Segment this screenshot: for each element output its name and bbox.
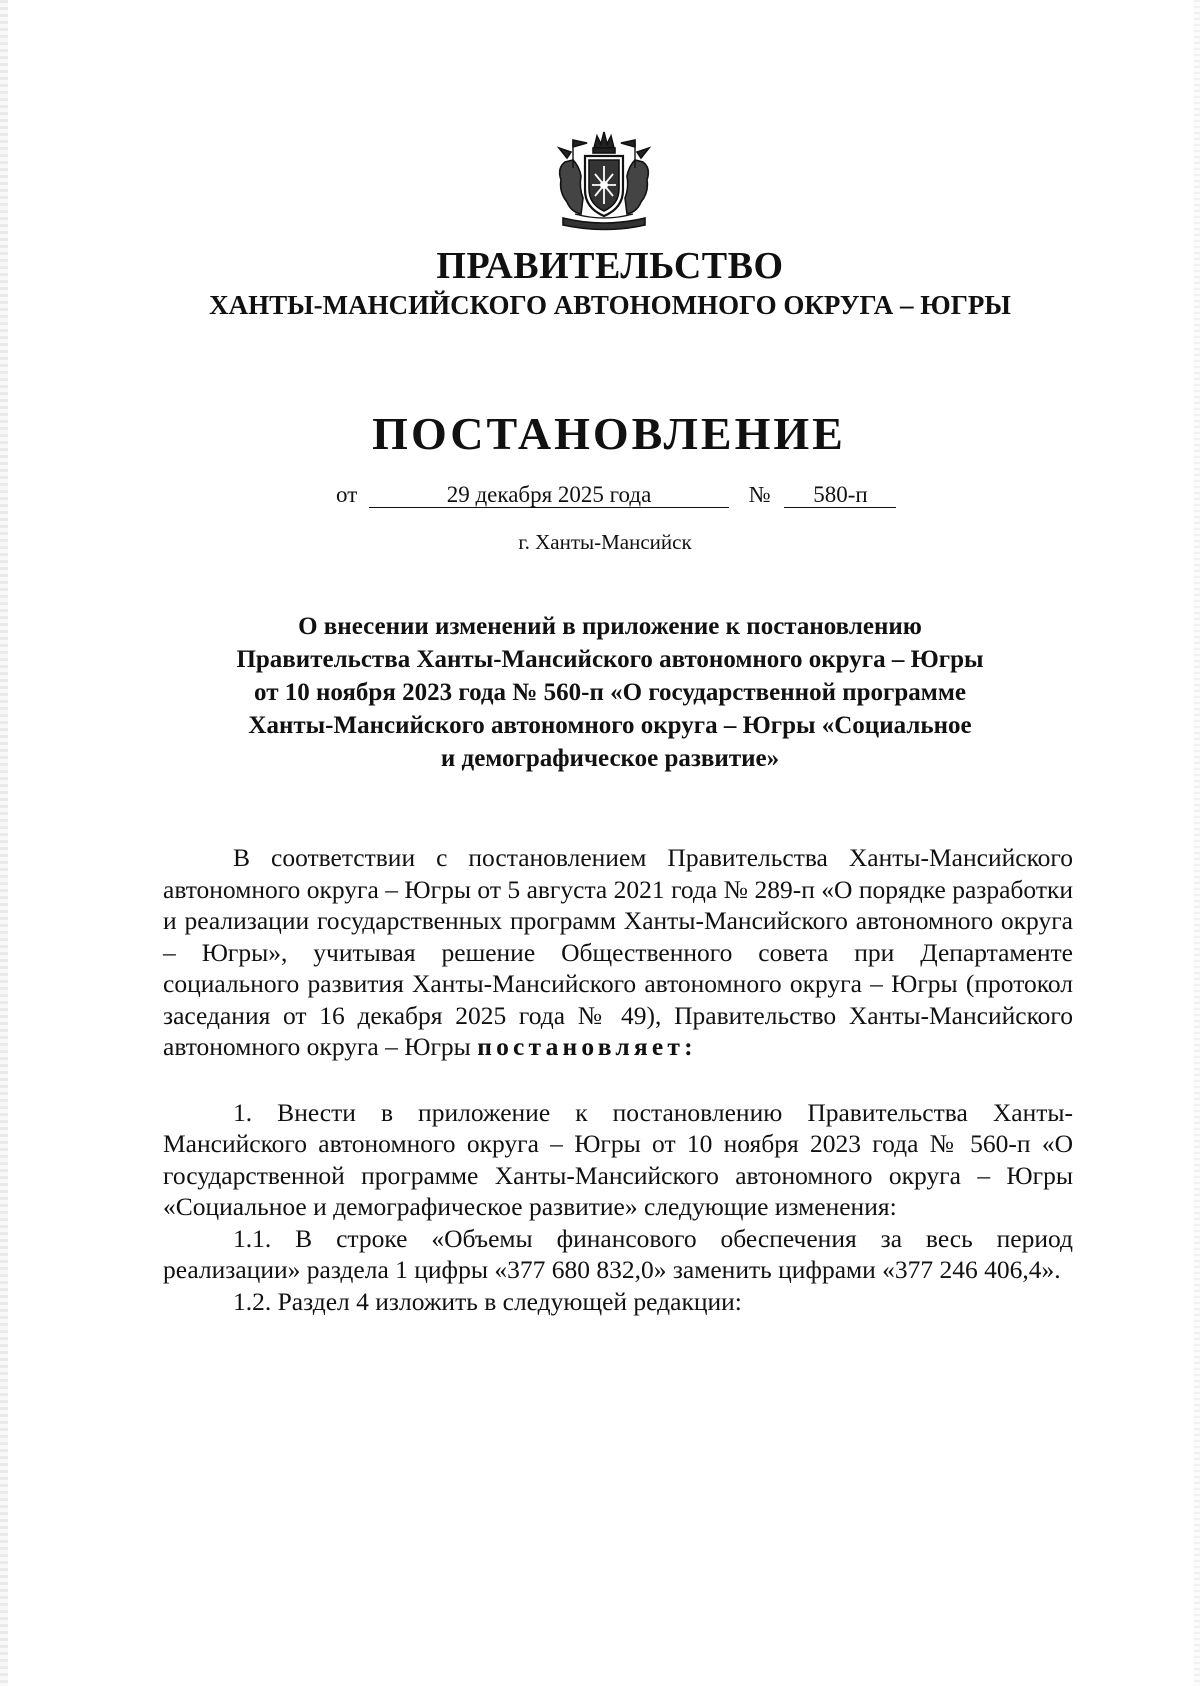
- subject-line: Ханты-Мансийского автономного округа – Югры «Социальное: [248, 712, 972, 739]
- paragraph-gap: [163, 1063, 1073, 1097]
- subject-line: от 10 ноября 2023 года № 560-п «О государственной программе: [254, 679, 966, 706]
- subject-line: О внесении изменений в приложение к постановлению: [298, 613, 922, 640]
- date-number-line: [336, 482, 896, 508]
- coat-of-arms-icon: [545, 128, 663, 232]
- preamble-text: В соответствии с постановлением Правительства Ханты-Мансийского автономного округа – Югры от 5 августа 2021 года № 289-п «О порядке разработки и реализации государственных программ Ханты-Мансийского автономного округа – Югры», учитывая решение Общественного совета при Департаменте социального развития Ханты-Мансийского автономного округа – Югры (протокол заседания от 16 декабря 2025 года № 49), Правительство Ханты-Мансийского автономного округа – Югры: [163, 843, 1073, 1061]
- document-subject: [150, 610, 1070, 775]
- list-item: 1. Внести в приложение к постановлению Правительства Ханты-Мансийского автономного округа – Югры от 10 ноября 2023 года № 560-п «О государственной программе Ханты-Мансийского автономного округа – Югры «Социальное и демографическое развитие» следующие изменения:: [163, 1097, 1073, 1221]
- resolves-word: постановляет:: [477, 1032, 697, 1061]
- document-date: 29 декабря 2025 года: [369, 483, 729, 508]
- number-prefix: №: [748, 482, 771, 507]
- date-prefix: от: [336, 482, 358, 507]
- government-title: ПРАВИТЕЛЬСТВО: [436, 245, 784, 287]
- region-title: ХАНТЫ-МАНСИЙСКОГО АВТОНОМНОГО ОКРУГА – ЮГРЫ: [209, 290, 1011, 320]
- subject-line: и демографическое развитие»: [440, 745, 780, 772]
- preamble-paragraph: [163, 842, 1073, 1063]
- document-type: ПОСТАНОВЛЕНИЕ: [372, 408, 846, 459]
- list-item: 1.1. В строке «Объемы финансового обеспечения за весь период реализации» раздела 1 цифры «377 680 832,0» заменить цифрами «377 246 406,4».: [163, 1223, 1073, 1284]
- subject-line: Правительства Ханты-Мансийского автономного округа – Югры: [236, 646, 984, 673]
- document-number: 580-п: [784, 483, 896, 508]
- document-city: г. Ханты-Мансийск: [518, 530, 692, 554]
- list-item: 1.2. Раздел 4 изложить в следующей редакции:: [233, 1286, 742, 1316]
- document-body: [163, 842, 1073, 1317]
